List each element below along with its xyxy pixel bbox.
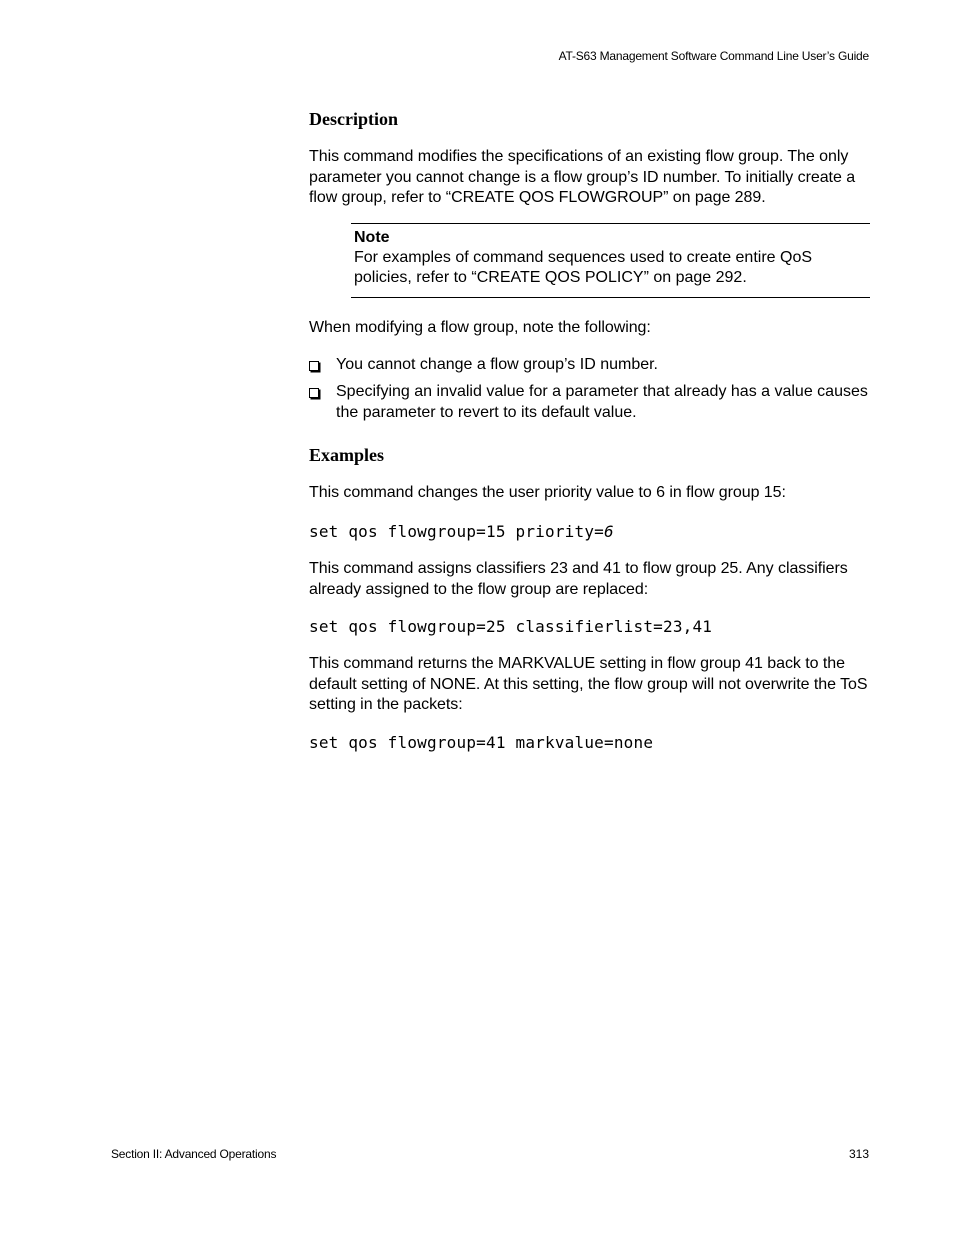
example-text-2: This command assigns classifiers 23 and 41 to flow group 25. Any classifiers already assigned to the flow group are replaced: (309, 559, 848, 598)
checkbox-bullet-icon (309, 361, 319, 371)
description-paragraph: This command modifies the specifications of an existing flow group. The only parameter you cannot change is a flow group’s ID number. To initially create a flow group, refer to “CREATE QOS FLOWGROUP” on page 289. (309, 148, 856, 207)
description-heading: Description (309, 109, 398, 129)
list-item (309, 382, 874, 423)
list-item-text: Specifying an invalid value for a parameter that already has a value causes the parameter to revert to its default value. (336, 383, 868, 421)
example-code-2: set qos flowgroup=25 classifierlist=23,41 (309, 617, 713, 637)
note-text: For examples of command sequences used to create entire QoS policies, refer to “CREATE QOS POLICY” on page 292. (354, 248, 813, 287)
examples-heading: Examples (309, 445, 385, 466)
notes-list (309, 355, 874, 424)
example-text-1: This command changes the user priority value to 6 in flow group 15: (309, 484, 786, 502)
example-text-3: This command returns the MARKVALUE setting in flow group 41 back to the default setting of NONE. At this setting, the flow group will not overwrite the ToS setting in the packets: (309, 655, 868, 714)
page-content (309, 108, 874, 753)
example-code-3: set qos flowgroup=41 markvalue=none (309, 732, 654, 752)
note-box (351, 223, 870, 298)
note-title: Note (354, 228, 390, 246)
example-code-1 (309, 522, 874, 542)
modify-intro: When modifying a flow group, note the following: (309, 318, 651, 336)
footer-section: Section II: Advanced Operations (111, 1147, 277, 1161)
running-header: AT-S63 Management Software Command Line User’s Guide (558, 49, 869, 63)
footer-page-number: 313 (848, 1147, 869, 1161)
list-item (309, 355, 874, 376)
example-code-1-value: 6 (603, 521, 614, 541)
list-item-text: You cannot change a flow group’s ID number. (336, 355, 658, 373)
checkbox-bullet-icon (309, 388, 319, 398)
example-code-1-command: set qos flowgroup=15 priority= (309, 521, 604, 541)
